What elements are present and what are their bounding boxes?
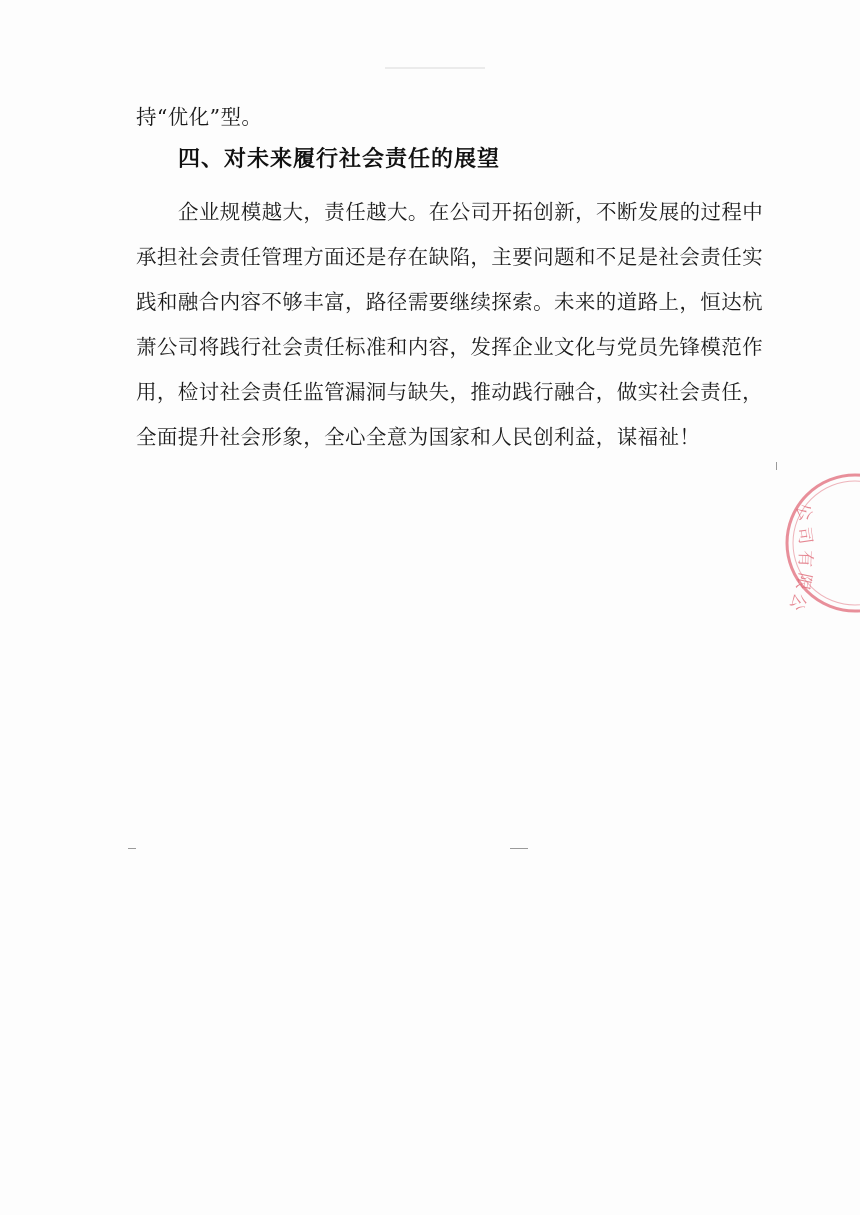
faint-header-mark bbox=[385, 62, 485, 74]
section-heading: 四、对未来履行社会责任的展望 bbox=[178, 147, 501, 172]
paragraph-line-4: 萧公司将践行社会责任标准和内容，发挥企业文化与党员先锋模范作 bbox=[136, 335, 763, 359]
paragraph-line-1: 企业规模越大，责任越大。在公司开拓创新，不断发展的过程中 bbox=[178, 200, 764, 224]
paragraph-line-3: 践和融合内容不够丰富，路径需要继续探索。未来的道路上，恒达杭 bbox=[136, 290, 763, 314]
scan-artifact bbox=[128, 848, 136, 849]
svg-text:公: 公 bbox=[791, 501, 816, 524]
paragraph-line-5: 用，检讨社会责任监管漏洞与缺失，推动践行融合，做实社会责任， bbox=[136, 380, 763, 404]
continuation-line: 持“优化”型。 bbox=[136, 105, 263, 129]
svg-text:公: 公 bbox=[784, 590, 810, 614]
company-seal bbox=[780, 468, 860, 618]
paragraph-line-2: 承担社会责任管理方面还是存在缺陷，主要问题和不足是社会责任实 bbox=[136, 245, 763, 269]
svg-text:有: 有 bbox=[794, 549, 815, 568]
svg-text:限: 限 bbox=[791, 570, 815, 592]
svg-text:司: 司 bbox=[793, 525, 816, 546]
scan-artifact bbox=[776, 462, 777, 470]
paragraph-line-6: 全面提升社会形象，全心全意为国家和人民创利益，谋福祉！ bbox=[136, 425, 701, 449]
scan-artifact bbox=[510, 848, 528, 849]
